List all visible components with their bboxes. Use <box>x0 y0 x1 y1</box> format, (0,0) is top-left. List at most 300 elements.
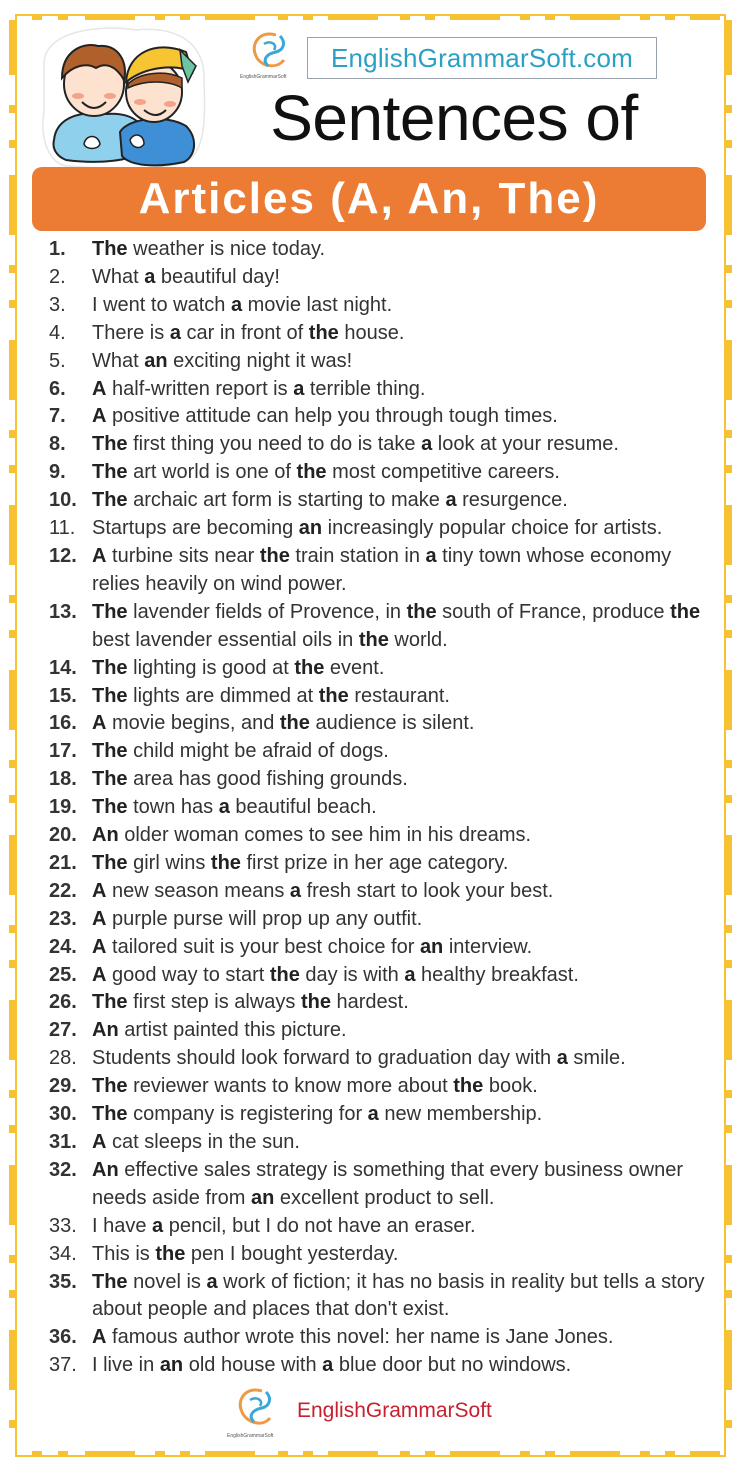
article-highlight: A <box>92 1326 107 1349</box>
sentence-fragment: movie last night. <box>242 293 393 316</box>
border-dash <box>85 14 135 20</box>
border-dash <box>450 14 500 20</box>
sentence-text <box>92 908 422 930</box>
list-item <box>0 683 736 711</box>
list-item <box>0 376 736 404</box>
sentence-fragment: archaic art form is starting to make <box>127 489 446 512</box>
sentence-fragment: older woman comes to see him in his dreams. <box>118 824 532 847</box>
border-dash <box>32 14 42 20</box>
border-dash <box>520 14 530 20</box>
article-highlight: the <box>308 321 339 344</box>
sentence-text <box>92 657 384 679</box>
list-item <box>0 878 736 906</box>
article-highlight: the <box>453 1075 484 1098</box>
sentence-text <box>92 294 392 316</box>
border-dash <box>690 14 720 20</box>
sentence-text <box>92 545 671 595</box>
item-number: 30. <box>49 1103 77 1126</box>
border-dash <box>725 175 732 235</box>
article-highlight: A <box>92 963 107 986</box>
sentence-text <box>92 852 508 874</box>
sentence-fragment: book. <box>483 1075 538 1098</box>
sentence-fragment: event. <box>324 656 385 679</box>
item-number: 19. <box>49 796 77 819</box>
item-number: 28. <box>49 1047 77 1070</box>
sentence-fragment: resurgence. <box>456 489 568 512</box>
border-dash <box>9 105 16 113</box>
list-item <box>0 794 736 822</box>
sentence-text <box>92 1159 683 1209</box>
article-highlight: a <box>293 377 305 400</box>
page-subtitle: Sentences of <box>270 82 638 154</box>
border-dash <box>180 1451 190 1457</box>
sentence-text <box>92 1075 538 1097</box>
sentence-text <box>92 350 352 372</box>
sentence-text <box>92 712 474 734</box>
site-url-box[interactable] <box>307 37 657 79</box>
list-item <box>0 766 736 794</box>
list-item <box>0 822 736 850</box>
sentence-text <box>92 517 662 539</box>
sentence-fragment: best lavender essential oils in <box>92 628 359 651</box>
page-title: Articles (A, An, The) <box>138 174 600 223</box>
article-highlight: the <box>155 1242 186 1265</box>
sentence-fragment: I have <box>92 1214 153 1237</box>
sentence-fragment: smile. <box>567 1047 626 1070</box>
sentence-fragment: There is <box>92 321 170 344</box>
item-number: 8. <box>49 433 66 456</box>
kids-illustration <box>36 22 208 170</box>
sentence-text <box>92 1354 571 1376</box>
article-highlight: a <box>404 963 416 986</box>
item-number: 14. <box>49 656 77 679</box>
border-dash <box>425 14 435 20</box>
article-highlight: A <box>92 712 107 735</box>
footer-logo-caption: EnglishGrammarSoft <box>227 1433 274 1439</box>
list-item <box>0 1017 736 1045</box>
list-item <box>0 264 736 292</box>
article-highlight: a <box>206 1270 218 1293</box>
item-number: 37. <box>49 1354 77 1377</box>
article-highlight: the <box>296 461 327 484</box>
sentence-fragment: most competitive careers. <box>326 461 560 484</box>
sentence-text <box>92 322 404 344</box>
sentence-fragment: beautiful day! <box>155 265 280 288</box>
sentence-fragment: cat sleeps in the sun. <box>106 1131 300 1153</box>
sentence-text <box>92 685 450 707</box>
sentence-fragment: first prize in her age category. <box>240 851 509 874</box>
sentence-list <box>0 236 736 1380</box>
list-item <box>0 431 736 459</box>
border-dash <box>725 140 732 148</box>
sentence-fragment: hardest. <box>330 991 409 1014</box>
article-highlight: the <box>670 600 701 623</box>
border-dash <box>9 140 16 148</box>
list-item <box>0 1157 736 1213</box>
list-item <box>0 348 736 376</box>
article-highlight: the <box>259 544 290 567</box>
border-dash <box>205 14 255 20</box>
sentence-fragment: turbine sits near <box>106 544 260 567</box>
item-number: 23. <box>49 907 77 930</box>
article-highlight: the <box>210 851 241 874</box>
item-number: 21. <box>49 851 77 874</box>
sentence-text <box>92 740 389 762</box>
sentence-fragment: area has good fishing grounds. <box>127 768 408 791</box>
border-dash <box>640 14 650 20</box>
border-dash <box>520 1451 530 1457</box>
article-highlight: a <box>152 1214 164 1237</box>
border-dash <box>9 175 16 235</box>
sentence-fragment: work of fiction; it has no basis in reality but tells a story about people and places that don't exist. <box>92 1270 705 1321</box>
item-number: 22. <box>49 879 77 902</box>
sentence-text <box>92 1215 476 1237</box>
article-highlight: a <box>322 1354 334 1377</box>
item-number: 18. <box>49 768 77 791</box>
item-number: 26. <box>49 991 77 1014</box>
sentence-fragment: pencil, but I do not have an eraser. <box>163 1214 476 1237</box>
sentence-fragment: weather is nice today. <box>127 238 326 260</box>
list-item <box>0 710 736 738</box>
item-number: 35. <box>49 1270 77 1293</box>
list-item <box>0 738 736 766</box>
sentence-fragment: positive attitude can help you through tough times. <box>106 405 558 428</box>
sentence-fragment: Students should look forward to graduation day with <box>92 1047 557 1070</box>
sentence-fragment: interview. <box>443 935 533 958</box>
sentence-fragment: girl wins <box>127 851 211 874</box>
sentence-fragment: pen I bought yesterday. <box>185 1242 399 1265</box>
article-highlight: The <box>92 1103 128 1126</box>
border-dash <box>570 1451 620 1457</box>
border-dash <box>665 14 675 20</box>
sentence-fragment: first thing you need to do is take <box>127 433 422 456</box>
sentence-fragment: good way to start <box>106 963 270 986</box>
border-dash <box>278 14 288 20</box>
article-highlight: a <box>425 544 437 567</box>
border-dash <box>400 1451 410 1457</box>
border-dash <box>278 1451 288 1457</box>
article-highlight: an <box>250 1186 275 1209</box>
sentence-fragment: lights are dimmed at <box>127 684 319 707</box>
sentence-fragment: company is registering for <box>127 1103 368 1126</box>
article-highlight: The <box>92 991 128 1014</box>
sentence-fragment: What <box>92 349 145 372</box>
sentence-text <box>92 1243 398 1265</box>
article-highlight: the <box>269 963 300 986</box>
sentence-fragment: blue door but no windows. <box>333 1354 572 1377</box>
list-item <box>0 1045 736 1073</box>
item-number: 31. <box>49 1131 77 1153</box>
sentence-text <box>92 405 558 427</box>
item-number: 9. <box>49 461 66 484</box>
article-highlight: A <box>92 935 107 958</box>
sentence-fragment: tailored suit is your best choice for <box>106 935 420 958</box>
list-item <box>0 1073 736 1101</box>
sentence-fragment: train station in <box>289 544 426 567</box>
article-highlight: The <box>92 600 128 623</box>
item-number: 10. <box>49 489 77 512</box>
list-item <box>0 1241 736 1269</box>
article-highlight: a <box>169 321 181 344</box>
article-highlight: A <box>92 1131 107 1153</box>
sentence-fragment: first step is always <box>127 991 301 1014</box>
sentence-fragment: art world is one of <box>127 461 297 484</box>
sentence-text <box>92 1326 613 1348</box>
article-highlight: the <box>279 712 310 735</box>
sentence-fragment: fresh start to look your best. <box>301 879 554 902</box>
sentence-text <box>92 461 560 483</box>
sentence-text <box>92 601 700 651</box>
item-number: 2. <box>49 265 66 288</box>
sentence-fragment: terrible thing. <box>304 377 426 400</box>
sentence-fragment: new membership. <box>378 1103 543 1126</box>
border-dash <box>545 1451 555 1457</box>
sentence-fragment: town has <box>127 796 219 819</box>
article-highlight: the <box>294 656 325 679</box>
border-dash <box>450 1451 500 1457</box>
sentence-fragment: house. <box>338 321 405 344</box>
sentence-text <box>92 796 377 818</box>
border-dash <box>9 20 16 75</box>
article-highlight: a <box>144 265 156 288</box>
sentence-text <box>92 238 325 260</box>
article-highlight: The <box>92 740 128 763</box>
border-dash <box>85 1451 135 1457</box>
article-highlight: an <box>298 517 323 540</box>
sentence-fragment: day is with <box>299 963 405 986</box>
sentence-fragment: Startups are becoming <box>92 517 299 540</box>
border-dash <box>205 1451 255 1457</box>
article-highlight: a <box>445 489 457 512</box>
brand-logo-icon <box>246 30 294 72</box>
border-dash <box>32 1451 42 1457</box>
sentence-text <box>92 768 408 790</box>
border-dash <box>640 1451 650 1457</box>
sentence-text <box>92 433 619 455</box>
sentence-fragment: tiny town whose economy relies heavily on wind power. <box>92 544 672 595</box>
article-highlight: A <box>92 377 107 400</box>
border-dash <box>425 1451 435 1457</box>
article-highlight: The <box>92 796 128 819</box>
border-dash <box>725 105 732 113</box>
list-item <box>0 599 736 655</box>
title-banner <box>32 167 706 231</box>
article-highlight: a <box>367 1103 379 1126</box>
item-number: 5. <box>49 349 66 372</box>
article-highlight: an <box>144 349 168 372</box>
border-dash <box>665 1451 675 1457</box>
site-url: EnglishGrammarSoft.com <box>330 42 634 73</box>
article-highlight: A <box>92 544 107 567</box>
sentence-fragment: increasingly popular choice for artists. <box>322 517 663 540</box>
sentence-fragment: artist painted this picture. <box>118 1019 347 1042</box>
article-highlight: a <box>289 879 302 902</box>
article-highlight: a <box>556 1047 568 1070</box>
sentence-fragment: old house with <box>183 1354 323 1377</box>
article-highlight: An <box>92 1019 119 1042</box>
sentence-text <box>92 824 531 846</box>
sentence-fragment: reviewer wants to know more about <box>127 1075 454 1098</box>
article-highlight: A <box>92 879 107 902</box>
sentence-fragment: beautiful beach. <box>229 796 377 819</box>
sentence-text <box>92 1131 300 1153</box>
sentence-fragment: restaurant. <box>348 684 450 707</box>
item-number: 7. <box>49 405 66 428</box>
item-number: 36. <box>49 1326 77 1349</box>
list-item <box>0 543 736 599</box>
sentence-fragment: novel is <box>127 1270 207 1293</box>
list-item <box>0 515 736 543</box>
border-dash <box>303 14 313 20</box>
list-item <box>0 962 736 990</box>
item-number: 32. <box>49 1158 77 1181</box>
border-dash <box>690 1451 720 1457</box>
item-number: 12. <box>49 544 77 567</box>
item-number: 34. <box>49 1242 77 1265</box>
list-item <box>0 487 736 515</box>
article-highlight: a <box>218 796 230 819</box>
list-item <box>0 1213 736 1241</box>
sentence-text <box>92 1103 542 1125</box>
sentence-fragment: half-written report is <box>106 377 294 400</box>
list-item <box>0 1352 736 1380</box>
border-dash <box>328 14 378 20</box>
sentence-fragment: car in front of <box>180 321 309 344</box>
article-highlight: the <box>406 600 437 623</box>
sentence-fragment: look at your resume. <box>432 433 619 456</box>
sentence-fragment: This is <box>92 1242 156 1265</box>
sentence-text <box>92 378 425 400</box>
sentence-fragment: excellent product to sell. <box>274 1186 495 1209</box>
item-number: 1. <box>49 238 66 260</box>
sentence-text <box>92 1271 705 1321</box>
border-dash <box>303 1451 313 1457</box>
border-dash <box>155 1451 165 1457</box>
sentence-text <box>92 936 532 958</box>
item-number: 16. <box>49 712 77 735</box>
item-number: 11. <box>49 517 76 540</box>
border-dash <box>180 14 190 20</box>
article-highlight: a <box>421 433 433 456</box>
article-highlight: an <box>159 1354 184 1377</box>
list-item <box>0 459 736 487</box>
sentence-fragment: healthy breakfast. <box>415 963 579 986</box>
item-number: 24. <box>49 935 77 958</box>
sentence-fragment: world. <box>388 628 448 651</box>
article-highlight: The <box>92 851 128 874</box>
footer-brand: EnglishGrammarSoft <box>297 1399 492 1422</box>
article-highlight: The <box>92 238 128 260</box>
sentence-fragment: lavender fields of Provence, in <box>127 600 407 623</box>
item-number: 6. <box>49 377 66 400</box>
sentence-fragment: effective sales strategy is something that every business owner needs aside from <box>92 1158 684 1209</box>
list-item <box>0 934 736 962</box>
list-item <box>0 906 736 934</box>
article-highlight: An <box>92 1158 119 1181</box>
border-dash <box>545 14 555 20</box>
sentence-text <box>92 964 579 986</box>
list-item <box>0 1324 736 1352</box>
sentence-fragment: exciting night it was! <box>167 349 353 372</box>
sentence-fragment: I live in <box>92 1354 160 1377</box>
border-dash <box>400 14 410 20</box>
item-number: 15. <box>49 684 77 707</box>
list-item <box>0 236 736 264</box>
item-number: 25. <box>49 963 77 986</box>
list-item <box>0 850 736 878</box>
sentence-text <box>92 1019 347 1041</box>
list-item <box>0 320 736 348</box>
article-highlight: A <box>92 405 107 428</box>
item-number: 3. <box>49 293 66 316</box>
list-item <box>0 655 736 683</box>
sentence-fragment: purple purse will prop up any outfit. <box>106 907 423 930</box>
sentence-text <box>92 880 553 902</box>
article-highlight: The <box>92 461 128 484</box>
list-item <box>0 292 736 320</box>
sentence-fragment: audience is silent. <box>309 712 475 735</box>
article-highlight: the <box>300 991 331 1014</box>
list-item <box>0 1101 736 1129</box>
article-highlight: The <box>92 768 128 791</box>
item-number: 27. <box>49 1019 77 1042</box>
sentence-fragment: lighting is good at <box>127 656 295 679</box>
border-dash <box>725 20 732 75</box>
border-dash <box>155 14 165 20</box>
footer-logo-icon <box>232 1386 280 1430</box>
article-highlight: the <box>358 628 389 651</box>
list-item <box>0 989 736 1017</box>
article-highlight: an <box>419 935 444 958</box>
sentence-fragment: movie begins, and <box>106 712 280 735</box>
item-number: 17. <box>49 740 77 763</box>
logo-caption: EnglishGrammarSoft <box>240 74 287 80</box>
article-highlight: The <box>92 656 128 679</box>
list-item <box>0 1269 736 1325</box>
sentence-fragment: child might be afraid of dogs. <box>127 740 389 763</box>
item-number: 20. <box>49 824 77 847</box>
sentence-text <box>92 266 280 288</box>
article-highlight: The <box>92 1075 128 1098</box>
article-highlight: An <box>92 824 119 847</box>
sentence-fragment: What <box>92 265 145 288</box>
article-highlight: The <box>92 489 128 512</box>
item-number: 13. <box>49 600 77 623</box>
border-dash <box>328 1451 378 1457</box>
item-number: 33. <box>49 1214 77 1237</box>
article-highlight: The <box>92 1270 128 1293</box>
article-highlight: the <box>318 684 349 707</box>
border-dash <box>725 1420 732 1428</box>
item-number: 4. <box>49 321 66 344</box>
list-item <box>0 1129 736 1157</box>
border-dash <box>9 1420 16 1428</box>
sentence-fragment: new season means <box>106 879 290 902</box>
list-item <box>0 403 736 431</box>
article-highlight: The <box>92 433 128 456</box>
item-number: 29. <box>49 1075 77 1098</box>
border-dash <box>570 14 620 20</box>
sentence-text <box>92 489 568 511</box>
sentence-text <box>92 1047 626 1069</box>
article-highlight: a <box>230 293 243 316</box>
sentence-fragment: south of France, produce <box>436 600 671 623</box>
article-highlight: The <box>92 684 128 707</box>
sentence-fragment: famous author wrote this novel: her name is Jane Jones. <box>106 1326 614 1349</box>
sentence-text <box>92 991 409 1013</box>
article-highlight: A <box>92 907 107 930</box>
sentence-fragment: I went to watch <box>92 293 231 316</box>
